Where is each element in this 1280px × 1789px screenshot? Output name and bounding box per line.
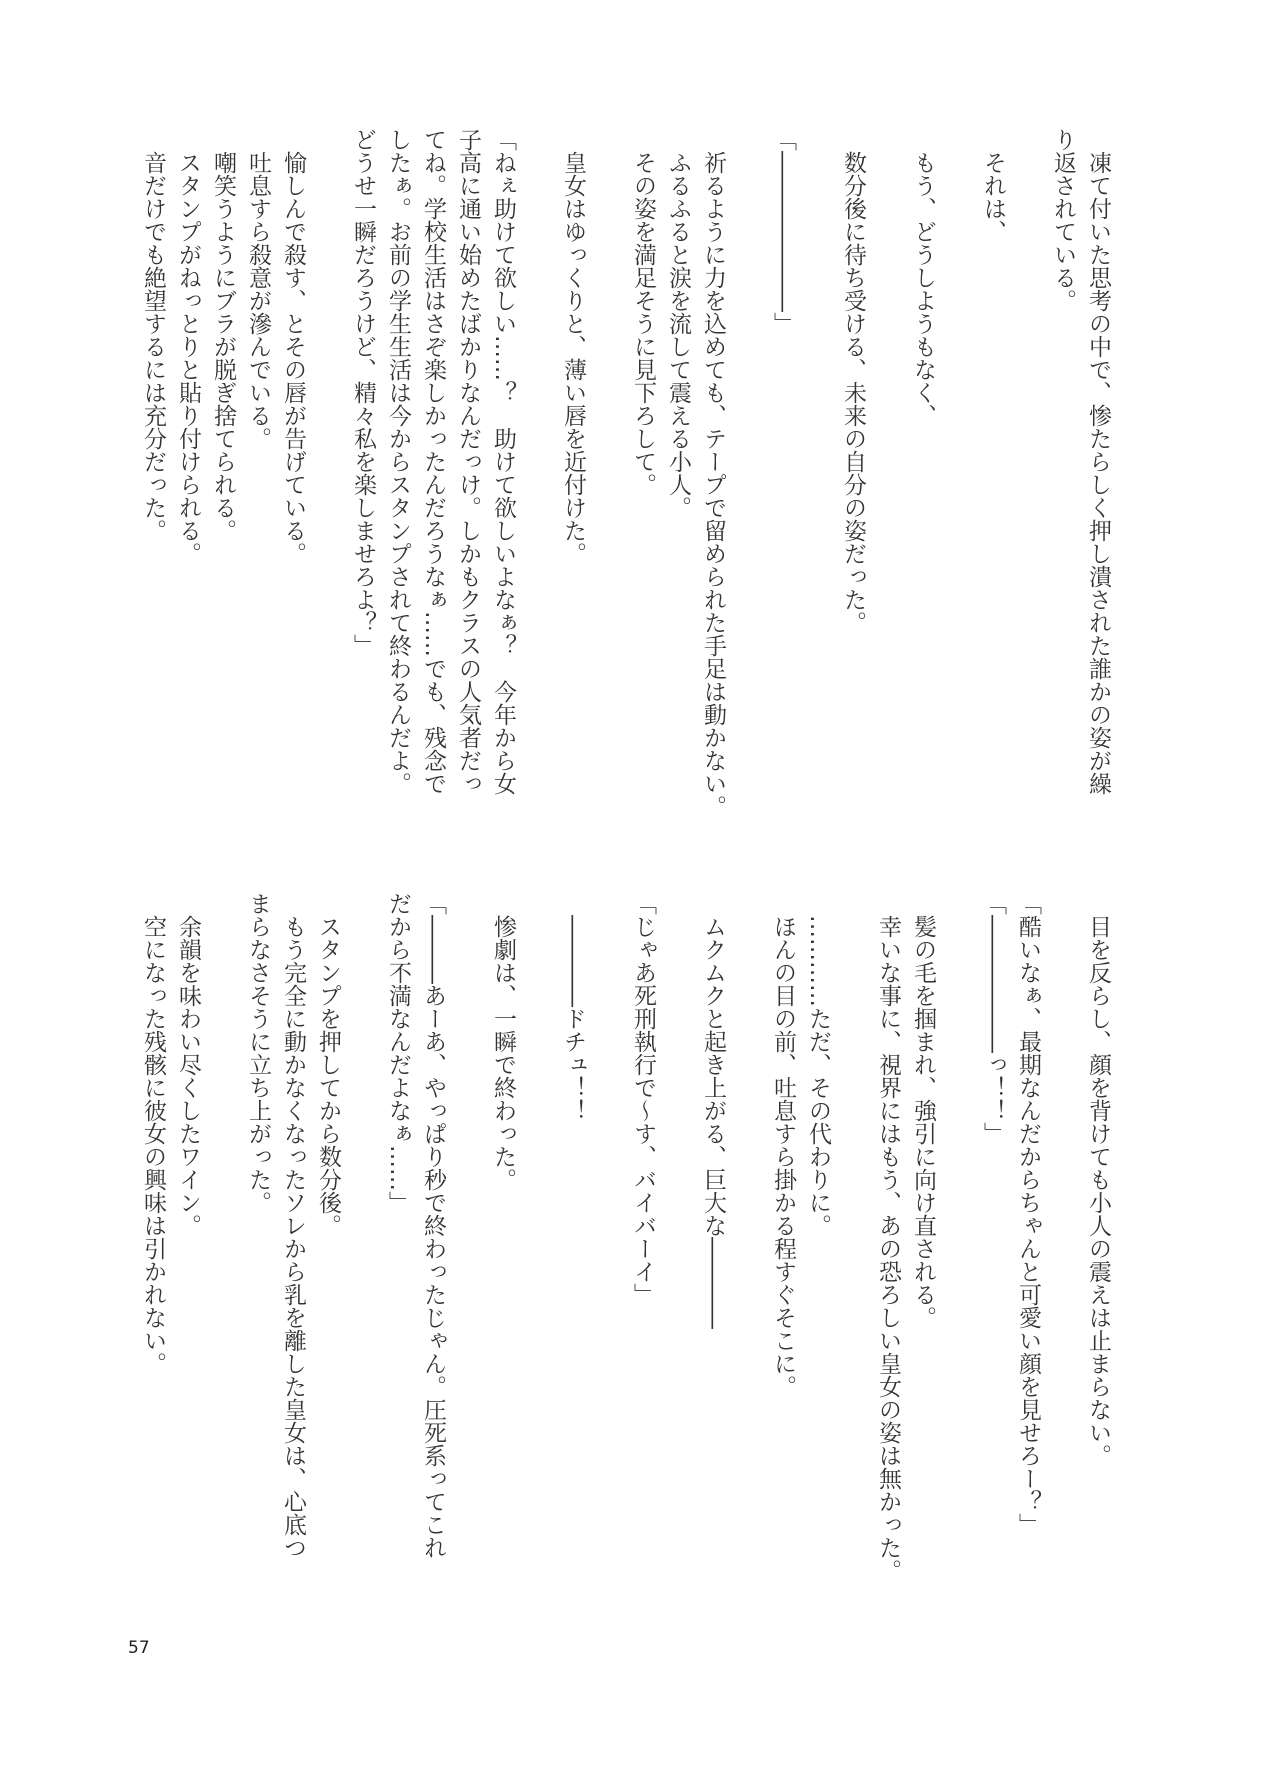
text-line: 「――――――っ！！」 bbox=[980, 892, 1006, 1145]
text-line: まらなさそうに立ち上がった。 bbox=[245, 892, 271, 1214]
blank-line bbox=[590, 892, 625, 1592]
text-line: 髪の毛を掴まれ、強引に向け直される。 bbox=[910, 892, 936, 1329]
text-line: 空になった残骸に彼女の興味は引かれない。 bbox=[140, 892, 166, 1375]
text-line: ふるふると涙を流して震える小人。 bbox=[665, 128, 691, 519]
blank-line bbox=[450, 892, 485, 1592]
blank-line bbox=[730, 128, 765, 828]
text-line: 子高に通い始めたばかりなんだっけ。しかもクラスの人気者だっ bbox=[455, 128, 481, 795]
text-line: したぁ。お前の学生生活は今からスタンプされて終わるんだよ。 bbox=[385, 128, 411, 795]
blank-line bbox=[590, 128, 625, 828]
text-line: 皇女はゆっくりと、薄い唇を近付けた。 bbox=[560, 128, 586, 565]
text-line: スタンプを押してから数分後。 bbox=[315, 892, 341, 1237]
text-line: てね。学校生活はさぞ楽しかったんだろうなぁ……でも、残念で bbox=[420, 128, 446, 795]
text-line: 音だけでも絶望するには充分だった。 bbox=[140, 128, 166, 542]
text-line: 祈るように力を込めても、テープで留められた手足は動かない。 bbox=[700, 128, 726, 818]
text-line: 嘲笑うようにブラが脱ぎ捨てられる。 bbox=[210, 128, 236, 542]
text-line: 余韻を味わい尽くしたワイン。 bbox=[175, 892, 201, 1237]
text-line: 目を反らし、顔を背けても小人の震えは止まらない。 bbox=[1085, 892, 1111, 1467]
text-block-bottom bbox=[135, 892, 1115, 1592]
text-line: 「酷いなぁ、最期なんだからちゃんと可愛い顔を見せろー？」 bbox=[1015, 892, 1041, 1536]
text-line: 「じゃあ死刑執行で～す、バイバーイ」 bbox=[630, 892, 656, 1306]
blank-line bbox=[660, 892, 695, 1592]
text-line: もう、どうしようもなく、 bbox=[910, 128, 936, 427]
blank-line bbox=[1045, 892, 1080, 1592]
blank-line bbox=[520, 128, 555, 828]
text-line: 「―――あーあ、やっぱり秒で終わったじゃん。圧死系ってこれ bbox=[420, 892, 446, 1559]
text-line: ――――ドチュ！！ bbox=[560, 892, 586, 1122]
text-line: それは、 bbox=[980, 128, 1006, 243]
text-block-top bbox=[135, 128, 1115, 828]
text-line: だから不満なんだよなぁ……」 bbox=[385, 892, 411, 1214]
blank-line bbox=[520, 892, 555, 1592]
blank-line bbox=[870, 128, 905, 828]
text-line: その姿を満足そうに見下ろして。 bbox=[630, 128, 656, 496]
text-line: 幸いな事に、視界にはもう、あの恐ろしい皇女の姿は無かった。 bbox=[875, 892, 901, 1582]
blank-line bbox=[800, 128, 835, 828]
blank-line bbox=[940, 892, 975, 1592]
text-line: 愉しんで殺す、とその唇が告げている。 bbox=[280, 128, 306, 565]
blank-line bbox=[310, 128, 345, 828]
text-line: 惨劇は、一瞬で終わった。 bbox=[490, 892, 516, 1191]
text-line: ほんの目の前、吐息すら掛かる程すぐそこに。 bbox=[770, 892, 796, 1398]
blank-line bbox=[1010, 128, 1045, 828]
blank-line bbox=[730, 892, 765, 1592]
blank-line bbox=[205, 892, 240, 1592]
text-line: 数分後に待ち受ける、未来の自分の姿だった。 bbox=[840, 128, 866, 634]
text-line: もう完全に動かなくなったソレから乳を離した皇女は、心底つ bbox=[280, 892, 306, 1559]
text-line: 凍て付いた思考の中で、惨たらしく押し潰された誰かの姿が繰 bbox=[1085, 128, 1111, 795]
blank-line bbox=[345, 892, 380, 1592]
text-line: スタンプがねっとりと貼り付けられる。 bbox=[175, 128, 201, 565]
text-line: ムクムクと起き上がる、巨大な―――― bbox=[700, 892, 726, 1329]
text-line: どうせ一瞬だろうけど、精々私を楽しませろよ？」 bbox=[350, 128, 376, 657]
text-line: 「―――――――」 bbox=[770, 128, 796, 335]
blank-line bbox=[835, 892, 870, 1592]
text-line: 吐息すら殺意が滲んでいる。 bbox=[245, 128, 271, 450]
text-line: 「ねぇ助けて欲しい……？ 助けて欲しいよなぁ？ 今年から女 bbox=[490, 128, 516, 795]
blank-line bbox=[940, 128, 975, 828]
text-line: …………ただ、その代わりに。 bbox=[805, 892, 831, 1237]
page-number: 57 bbox=[128, 1638, 150, 1658]
text-line: り返されている。 bbox=[1050, 128, 1076, 312]
